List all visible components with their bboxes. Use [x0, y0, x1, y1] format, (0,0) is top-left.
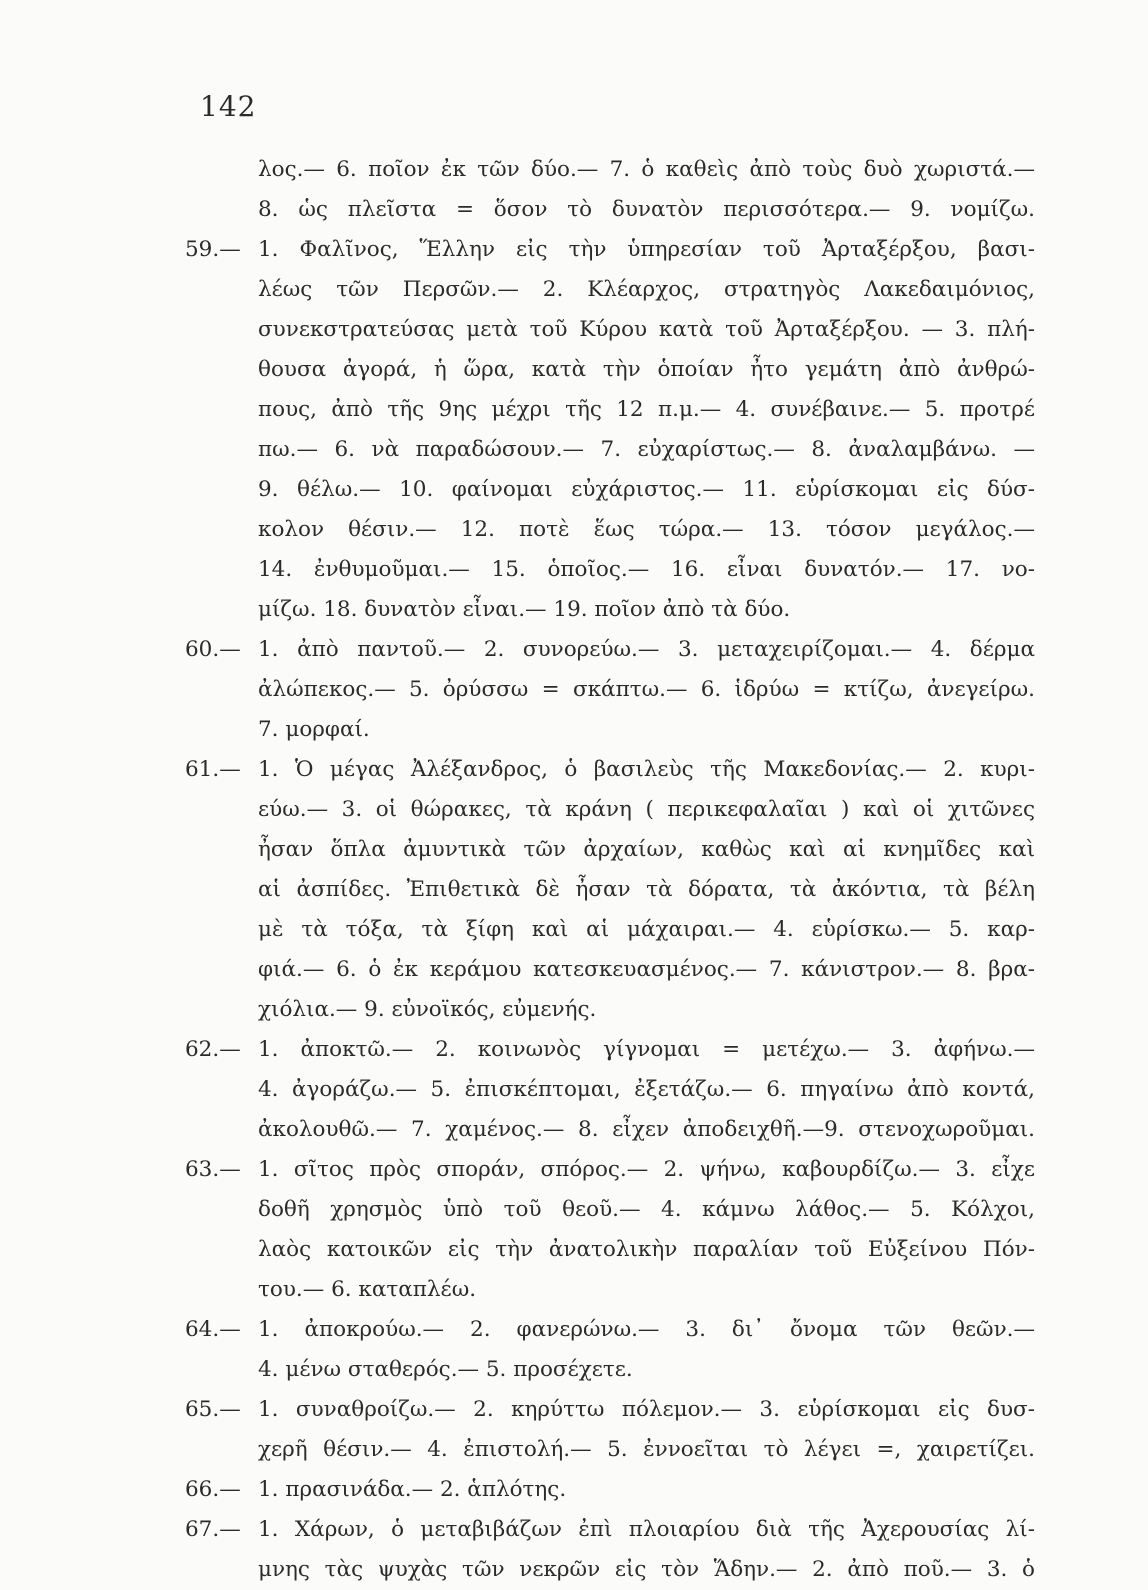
text-line: [185, 1510, 1035, 1550]
line-text: 1. πρασινάδα.— 2. ἁπλότης.: [258, 1477, 567, 1502]
text-line: [185, 1190, 1035, 1230]
text-line: [185, 350, 1035, 390]
line-text: 8. ὡς πλεῖστα = ὅσον τὸ δυνατὸν περισσότερα.— 9. νομίζω.: [258, 197, 1035, 222]
page-number: 142: [200, 90, 257, 123]
text-line: [185, 1110, 1035, 1150]
text-line: [185, 990, 1035, 1030]
text-line: [185, 430, 1035, 470]
entry-number: 63.—: [185, 1157, 241, 1182]
line-text: 4. ἀγοράζω.— 5. ἐπισκέπτομαι, ἐξετάζω.— 6. πηγαίνω ἀπὸ κοντά,: [258, 1077, 1035, 1102]
line-text: δοθῆ χρησμὸς ὑπὸ τοῦ θεοῦ.— 4. κάμνω λάθος.— 5. Κόλχοι,: [258, 1197, 1035, 1222]
line-text: 1. συναθροίζω.— 2. κηρύττω πόλεμον.— 3. εὑρίσκομαι εἰς δυσ-: [258, 1397, 1035, 1422]
text-line: [185, 1470, 1035, 1510]
line-text: 1. σῖτος πρὸς σποράν, σπόρος.— 2. ψήνω, καβουρδίζω.— 3. εἶχε: [258, 1157, 1035, 1182]
line-text: μίζω. 18. δυνατὸν εἶναι.— 19. ποῖον ἀπὸ τὰ δύο.: [258, 597, 791, 622]
text-line: [185, 310, 1035, 350]
text-line: [185, 1030, 1035, 1070]
line-text: 1. ἀποκρούω.— 2. φανερώνω.— 3. δι᾽ ὄνομα τῶν θεῶν.—: [258, 1317, 1035, 1342]
line-text: κολον θέσιν.— 12. ποτὲ ἕως τώρα.— 13. τόσον μεγάλος.—: [258, 517, 1035, 542]
line-text: 7. μορφαί.: [258, 717, 370, 742]
line-text: φιά.— 6. ὁ ἐκ κεράμου κατεσκευασμένος.— 7. κάνιστρον.— 8. βρα-: [258, 957, 1035, 982]
line-text: πω.— 6. νὰ παραδώσουν.— 7. εὐχαρίστως.— 8. ἀναλαμβάνω. —: [258, 437, 1035, 462]
text-line: [185, 1230, 1035, 1270]
line-text: ἀλώπεκος.— 5. ὀρύσσω = σκάπτω.— 6. ἱδρύω = κτίζω, ἀνεγείρω.: [258, 677, 1035, 702]
text-line: [185, 230, 1035, 270]
entry-number: 62.—: [185, 1037, 241, 1062]
line-text: μὲ τὰ τόξα, τὰ ξίφη καὶ αἱ μάχαιραι.— 4. εὑρίσκω.— 5. καρ-: [258, 917, 1035, 942]
line-text: λαὸς κατοικῶν εἰς τὴν ἀνατολικὴν παραλίαν τοῦ Εὐξείνου Πόν-: [258, 1237, 1035, 1262]
text-line: [185, 750, 1035, 790]
line-text: 1. Χάρων, ὁ μεταβιβάζων ἐπὶ πλοιαρίου διὰ τῆς Ἀχερουσίας λί-: [258, 1517, 1035, 1542]
text-line: [185, 830, 1035, 870]
text-line: [185, 590, 1035, 630]
line-text: 9. θέλω.— 10. φαίνομαι εὐχάριστος.— 11. εὑρίσκομαι εἰς δύσ-: [258, 477, 1035, 502]
line-text: λέως τῶν Περσῶν.— 2. Κλέαρχος, στρατηγὸς Λακεδαιμόνιος,: [258, 277, 1035, 302]
text-line: [185, 1430, 1035, 1470]
line-text: εύω.— 3. οἱ θώρακες, τὰ κράνη ( περικεφαλαῖαι ) καὶ οἱ χιτῶνες: [258, 797, 1035, 822]
line-text: συνεκστρατεύσας μετὰ τοῦ Κύρου κατὰ τοῦ Ἀρταξέρξου. — 3. πλή-: [258, 317, 1035, 342]
text-line: [185, 670, 1035, 710]
text-line: [185, 910, 1035, 950]
text-line: [185, 950, 1035, 990]
line-text: 1. ἀπὸ παντοῦ.— 2. συνορεύω.— 3. μεταχειρίζομαι.— 4. δέρμα: [258, 637, 1035, 662]
entry-number: 67.—: [185, 1517, 241, 1542]
entry-number: 65.—: [185, 1397, 241, 1422]
answer-key-text: [185, 150, 1035, 1590]
text-line: [185, 710, 1035, 750]
line-text: 1. ἀποκτῶ.— 2. κοινωνὸς γίγνομαι = μετέχω.— 3. ἀφήνω.—: [258, 1037, 1035, 1062]
line-text: λος.— 6. ποῖον ἐκ τῶν δύο.— 7. ὁ καθεὶς ἀπὸ τοὺς δυὸ χωριστά.—: [258, 157, 1035, 182]
text-line: [185, 870, 1035, 910]
line-text: χιόλια.— 9. εὐνοϊκός, εὐμενής.: [258, 997, 597, 1022]
text-line: [185, 190, 1035, 230]
line-text: χερῆ θέσιν.— 4. ἐπιστολή.— 5. ἐννοεῖται τὸ λέγει =, χαιρετίζει.: [258, 1437, 1035, 1462]
line-text: ἦσαν ὅπλα ἀμυντικὰ τῶν ἀρχαίων, καθὼς καὶ αἱ κνημῖδες καὶ: [258, 837, 1035, 862]
line-text: 1. Φαλῖνος, Ἕλλην εἰς τὴν ὑπηρεσίαν τοῦ Ἀρταξέρξου, βασι-: [258, 237, 1035, 262]
text-line: [185, 270, 1035, 310]
text-line: [185, 630, 1035, 670]
line-text: 14. ἐνθυμοῦμαι.— 15. ὁποῖος.— 16. εἶναι δυνατόν.— 17. νο-: [258, 557, 1035, 582]
line-text: θουσα ἀγορά, ἡ ὥρα, κατὰ τὴν ὁποίαν ἦτο γεμάτη ἀπὸ ἀνθρώ-: [258, 357, 1035, 382]
text-line: [185, 510, 1035, 550]
line-text: μνης τὰς ψυχὰς τῶν νεκρῶν εἰς τὸν Ἅδην.— 2. ἀπὸ ποῦ.— 3. ὁ: [258, 1557, 1035, 1582]
line-text: του.— 6. καταπλέω.: [258, 1277, 477, 1302]
text-line: [185, 150, 1035, 190]
text-line: [185, 1350, 1035, 1390]
text-line: [185, 1070, 1035, 1110]
text-line: [185, 790, 1035, 830]
entry-number: 59.—: [185, 237, 241, 262]
text-line: [185, 1310, 1035, 1350]
text-line: [185, 550, 1035, 590]
line-text: πους, ἀπὸ τῆς 9ης μέχρι τῆς 12 π.μ.— 4. συνέβαινε.— 5. προτρέ: [258, 397, 1035, 422]
line-text: 1. Ὁ μέγας Ἀλέξανδρος, ὁ βασιλεὺς τῆς Μακεδονίας.— 2. κυρι-: [258, 757, 1035, 782]
line-text: 4. μένω σταθερός.— 5. προσέχετε.: [258, 1357, 633, 1382]
text-line: [185, 1390, 1035, 1430]
line-text: αἱ ἀσπίδες. Ἐπιθετικὰ δὲ ἦσαν τὰ δόρατα, τὰ ἀκόντια, τὰ βέλη: [258, 877, 1035, 902]
entry-number: 61.—: [185, 757, 241, 782]
entry-number: 64.—: [185, 1317, 241, 1342]
text-line: [185, 1550, 1035, 1590]
text-line: [185, 470, 1035, 510]
text-line: [185, 1150, 1035, 1190]
text-line: [185, 390, 1035, 430]
line-text: ἀκολουθῶ.— 7. χαμένος.— 8. εἶχεν ἀποδειχθῆ.—9. στενοχωροῦμαι.: [258, 1117, 1035, 1142]
entry-number: 66.—: [185, 1477, 241, 1502]
entry-number: 60.—: [185, 637, 241, 662]
text-line: [185, 1270, 1035, 1310]
